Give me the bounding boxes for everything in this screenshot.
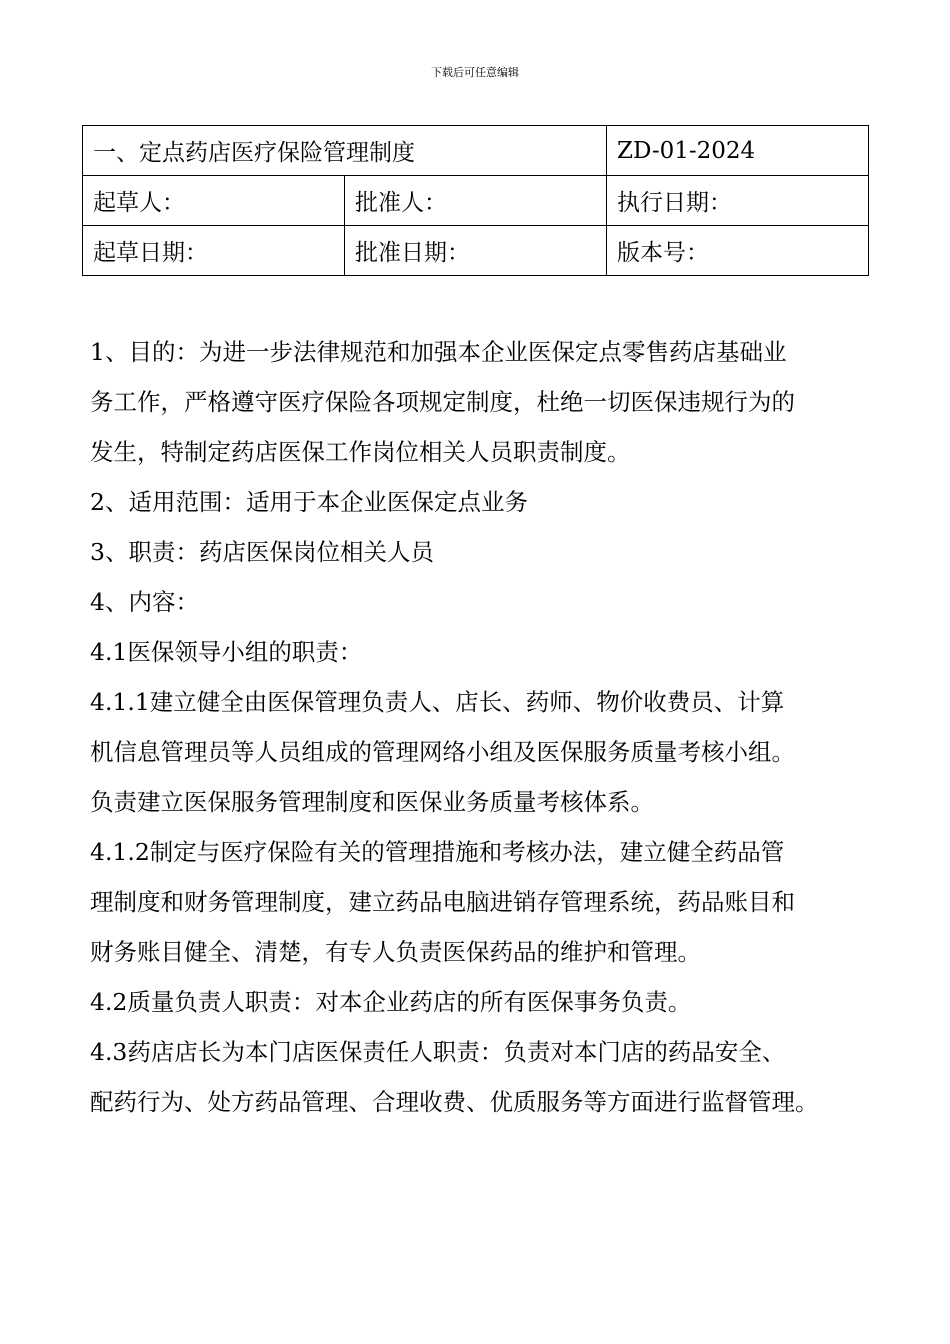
body-line: 1、目的：为进一步法律规范和加强本企业医保定点零售药店基础业 [90, 338, 787, 366]
body-line: 配药行为、处方药品管理、合理收费、优质服务等方面进行监督管理。 [90, 1088, 819, 1116]
table-row [83, 126, 869, 176]
table-row [83, 176, 869, 226]
body-line: 发生，特制定药店医保工作岗位相关人员职责制度。 [90, 438, 631, 466]
table-row [83, 226, 869, 276]
document-title-cell: 一、定点药店医疗保险管理制度 [83, 126, 607, 176]
body-line: 4.2质量负责人职责：对本企业药店的所有医保事务负责。 [90, 988, 692, 1016]
approve-date-cell: 批准日期： [345, 226, 607, 276]
body-line: 务工作，严格遵守医疗保险各项规定制度，杜绝一切医保违规行为的 [90, 388, 795, 416]
body-line: 4、内容： [90, 588, 199, 616]
body-line: 3、职责：药店医保岗位相关人员 [90, 538, 434, 566]
body-line: 理制度和财务管理制度，建立药品电脑进销存管理系统，药品账目和 [90, 888, 795, 916]
body-line: 机信息管理员等人员组成的管理网络小组及医保服务质量考核小组。 [90, 738, 795, 766]
page-header-watermark: 下载后可任意编辑 [431, 66, 519, 79]
body-line: 4.1.2制定与医疗保险有关的管理措施和考核办法，建立健全药品管 [90, 838, 785, 866]
drafter-cell: 起草人： [83, 176, 345, 226]
document-info-table [82, 125, 869, 276]
body-line: 4.1.1建立健全由医保管理负责人、店长、药师、物价收费员、计算 [90, 688, 785, 716]
body-line: 4.3药店店长为本门店医保责任人职责：负责对本门店的药品安全、 [90, 1038, 786, 1066]
body-line: 负责建立医保服务管理制度和医保业务质量考核体系。 [90, 788, 654, 816]
document-body [90, 327, 880, 1127]
exec-date-cell: 执行日期： [607, 176, 869, 226]
body-line: 4.1医保领导小组的职责： [90, 638, 363, 666]
approver-cell: 批准人： [345, 176, 607, 226]
draft-date-cell: 起草日期： [83, 226, 345, 276]
document-code-cell: ZD-01-2024 [607, 126, 869, 176]
body-line: 财务账目健全、清楚，有专人负责医保药品的维护和管理。 [90, 938, 701, 966]
body-line: 2、适用范围：适用于本企业医保定点业务 [90, 488, 528, 516]
version-cell: 版本号： [607, 226, 869, 276]
